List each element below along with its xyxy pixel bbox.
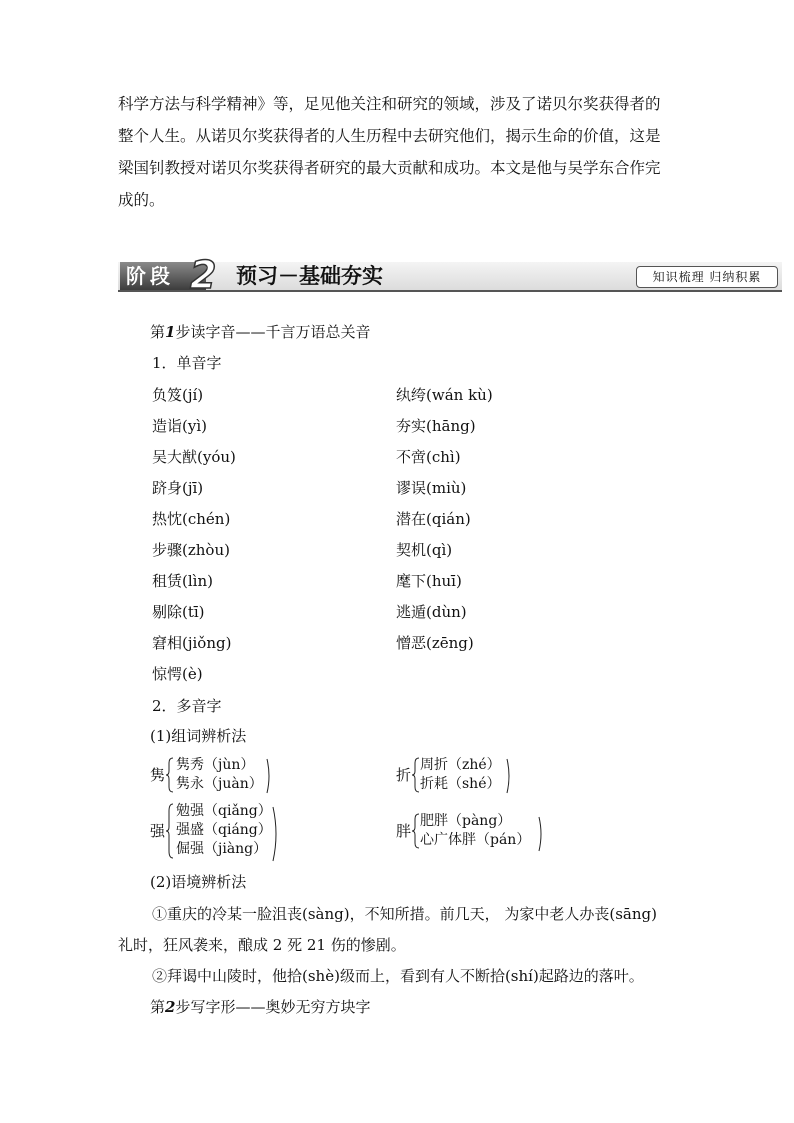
left-brace-icon — [166, 757, 174, 793]
poly-qiang-head: 强 — [150, 822, 166, 840]
section2-sub1: (1)组词辨析法 — [150, 727, 247, 745]
single-left-9: 惊愕(è) — [152, 665, 203, 683]
poly-zhe-item-1: 折耗（shé） — [420, 776, 501, 792]
step1-heading — [150, 322, 370, 342]
right-paren-icon — [538, 816, 544, 852]
section1-title: 1．单音字 — [152, 354, 222, 372]
section2-title: 2．多音字 — [152, 697, 222, 715]
step2-heading — [150, 997, 370, 1017]
intro-line-4: 成的。 — [118, 191, 165, 209]
section2-sub2: (2)语境辨析法 — [150, 873, 247, 891]
single-right-8: 憎恶(zēng) — [396, 634, 474, 652]
intro-line-3: 梁国钊教授对诺贝尔奖获得者研究的最大贡献和成功。本文是他与吴学东合作完 — [118, 159, 661, 177]
poly-jun-item-1: 隽永（juàn） — [176, 776, 263, 792]
single-right-5: 契机(qì) — [396, 541, 453, 559]
step2-number: 2 — [165, 998, 176, 1016]
single-right-0: 纨绔(wán kù) — [396, 386, 493, 404]
single-left-0: 负笈(jí) — [152, 386, 204, 404]
poly-pang-item-1: 心广体胖（pán） — [420, 832, 531, 848]
step2-text: 步写字形——奥妙无穷方块字 — [175, 998, 371, 1016]
poly-zhe-head: 折 — [396, 766, 412, 784]
step2-prefix: 第 — [150, 998, 166, 1016]
single-left-2: 吴大猷(yóu) — [152, 448, 236, 466]
poly-jun-head: 隽 — [150, 766, 166, 784]
intro-line-2: 整个人生。从诺贝尔奖获得者的人生历程中去研究他们，揭示生命的价值，这是 — [118, 127, 661, 145]
left-brace-icon — [166, 803, 174, 859]
single-right-6: 麾下(huī) — [396, 572, 462, 590]
left-brace-icon — [412, 813, 420, 849]
single-left-3: 跻身(jī) — [152, 479, 204, 497]
single-right-2: 不啻(chì) — [396, 448, 461, 466]
single-right-1: 夯实(hāng) — [396, 417, 476, 435]
poly-qiang-item-0: 勉强（qiǎng） — [176, 803, 272, 819]
single-left-6: 租赁(lìn) — [152, 572, 213, 590]
right-paren-icon — [272, 806, 280, 862]
step1-number: 1 — [165, 323, 176, 341]
step1-prefix: 第 — [150, 323, 166, 341]
banner-tag: 知识梳理 归纳积累 — [636, 266, 778, 288]
poly-qiang-item-2: 倔强（jiàng） — [176, 841, 268, 857]
poly-pang-head: 胖 — [396, 822, 412, 840]
right-paren-icon — [266, 758, 272, 794]
single-right-7: 逃遁(dùn) — [396, 603, 467, 621]
intro-line-1: 科学方法与科学精神》等，足见他关注和研究的领域，涉及了诺贝尔奖获得者的 — [118, 95, 661, 113]
context-line-2: ②拜谒中山陵时，他拾(shè)级而上，看到有人不断拾(shí)起路边的落叶。 — [152, 967, 644, 985]
left-brace-icon — [412, 757, 420, 793]
single-left-1: 造诣(yì) — [152, 417, 207, 435]
single-right-4: 潜在(qián) — [396, 510, 471, 528]
single-right-3: 谬误(miù) — [396, 479, 467, 497]
single-left-5: 步骤(zhòu) — [152, 541, 230, 559]
context-line-1a: ①重庆的冷某一脸沮丧(sàng)，不知所措。前几天， 为家中老人办丧(sāng) — [152, 905, 657, 923]
step1-text: 步读字音——千言万语总关音 — [175, 323, 371, 341]
right-paren-icon — [506, 758, 512, 794]
intro-paragraph — [118, 88, 678, 216]
poly-pang-item-0: 肥胖（pàng） — [420, 813, 512, 829]
poly-zhe-item-0: 周折（zhé） — [420, 757, 501, 773]
section-banner — [118, 253, 782, 297]
single-left-7: 剔除(tī) — [152, 603, 205, 621]
poly-qiang-item-1: 强盛（qiáng） — [176, 822, 272, 838]
single-left-8: 窘相(jiǒng) — [152, 634, 232, 652]
banner-stage-number: 2 — [190, 253, 217, 297]
single-left-4: 热忱(chén) — [152, 510, 231, 528]
banner-stage-label: 阶段 — [120, 262, 206, 290]
poly-jun-item-0: 隽秀（jùn） — [176, 757, 255, 773]
banner-title: 预习－基础夯实 — [236, 264, 383, 288]
context-line-1b: 礼时，狂风袭来，酿成 2 死 21 伤的惨剧。 — [118, 936, 406, 954]
